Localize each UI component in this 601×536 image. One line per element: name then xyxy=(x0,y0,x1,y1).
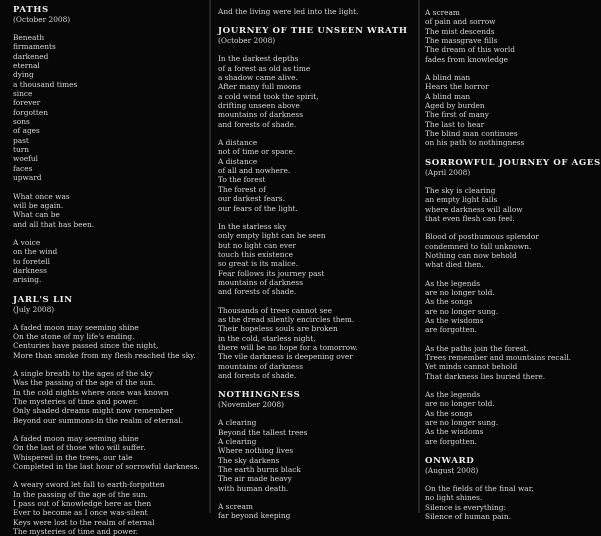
song-date: (October 2008) xyxy=(13,15,71,24)
lyric-line: that even flesh can feel. xyxy=(425,213,515,223)
lyric-line: Beyond our summons-in the realm of eternal. xyxy=(13,415,184,425)
lyric-line: of ages xyxy=(13,126,40,136)
lyric-line: in the cold, starless night, xyxy=(218,333,316,343)
lyric-line: woeful xyxy=(13,154,39,164)
song-date: (April 2008) xyxy=(425,167,471,177)
lyric-line: only empty light can be seen xyxy=(218,231,326,241)
lyric-line: Aged by burden xyxy=(425,101,485,111)
lyric-line: The first of many xyxy=(425,110,489,120)
lyric-line: Their hopeless souls are broken xyxy=(218,324,338,334)
lyric-line: are forgotten. xyxy=(425,325,477,335)
lyric-line: A blind man xyxy=(425,73,471,83)
lyric-line: since xyxy=(13,89,33,99)
lyric-line: turn xyxy=(13,145,30,155)
lyric-line: As the wisdoms xyxy=(425,315,484,325)
song-date: (October 2008) xyxy=(218,36,276,46)
stanza xyxy=(425,8,600,64)
lyric-line: The mysteries of time and power. xyxy=(13,527,138,536)
lyric-line: are forgotten. xyxy=(425,436,477,446)
lyric-line: to foretell xyxy=(13,256,50,266)
song-date: (November 2008) xyxy=(218,400,285,410)
lyric-line: The forest of xyxy=(218,184,266,194)
lyric-line: A faded moon may seeming shine xyxy=(13,322,139,332)
lyric-line: And the living were led into the light. xyxy=(218,7,359,16)
lyric-line: Blood of posthumous splendor xyxy=(425,232,539,242)
lyric-line: In the passing of the age of the sun. xyxy=(13,489,148,499)
song-block xyxy=(13,5,205,285)
lyric-line: As the songs xyxy=(425,408,473,418)
lyric-line: are no longer told. xyxy=(425,287,495,297)
lyric-line: darkness xyxy=(13,265,47,275)
lyric-line: and all that has been. xyxy=(13,219,95,229)
stanza xyxy=(425,390,600,446)
lyric-line: A scream xyxy=(425,8,460,17)
lyric-line: The massgrave fills xyxy=(425,36,498,46)
lyric-line: Where nothing lives xyxy=(218,446,294,456)
lyric-line: are no longer told. xyxy=(425,399,495,409)
lyric-line: Thousands of trees cannot see xyxy=(218,305,333,315)
song-block xyxy=(218,390,416,520)
lyric-line: A distance xyxy=(218,156,258,166)
song-title: NOTHINGNESS xyxy=(218,390,301,401)
lyric-line: condemned to fall unknown. xyxy=(425,241,532,251)
lyric-line: The mist descends xyxy=(425,26,495,36)
stanza xyxy=(218,502,416,521)
stanza xyxy=(425,344,600,381)
lyric-line: our darkest fears. xyxy=(218,194,285,204)
lyric-line: As the paths join the forest. xyxy=(425,343,529,353)
song-block xyxy=(218,26,416,380)
lyric-line: Yet minds cannot behold xyxy=(425,362,518,372)
lyric-line: Silence of human pain. xyxy=(425,512,511,522)
lyric-line: past xyxy=(13,135,29,145)
lyric-line: on the wind xyxy=(13,247,58,257)
lyric-line: a cold wind took the spirit, xyxy=(218,91,319,101)
lyric-line: On the stone of my life's ending. xyxy=(13,331,135,341)
lyric-line: sons xyxy=(13,117,30,127)
stanza xyxy=(13,323,205,360)
song-date: (July 2008) xyxy=(13,304,55,314)
lyric-line: upward xyxy=(13,173,42,183)
stanza xyxy=(218,222,416,297)
lyric-line: As the legends xyxy=(425,278,481,288)
stanza xyxy=(425,73,600,148)
song-title: JARL'S LIN xyxy=(13,294,73,305)
lyric-line: arising. xyxy=(13,275,42,285)
lyric-line: To the forest xyxy=(218,175,266,185)
lyric-line: eternal xyxy=(13,61,40,71)
lyric-line: far beyond keeping xyxy=(218,511,291,521)
lyric-line: so great is its malice. xyxy=(218,259,298,269)
lyric-line: Whispered in the trees, our tale xyxy=(13,452,133,462)
stanza xyxy=(13,434,205,471)
song-block xyxy=(425,158,600,446)
lyric-line: drifting unseen above xyxy=(218,101,300,111)
column-left xyxy=(13,5,205,536)
song-title: PATHS xyxy=(13,5,49,15)
lyric-line: what died then. xyxy=(425,260,484,270)
song-title: ONWARD xyxy=(425,456,475,467)
lyric-line: A voice xyxy=(13,237,41,247)
lyric-line: Beyond the tallest trees xyxy=(218,427,308,437)
lyric-line: faces xyxy=(13,163,33,173)
stanza xyxy=(425,484,600,521)
song-block xyxy=(425,8,600,148)
lyric-line: On the last of those who will suffer. xyxy=(13,443,146,453)
lyric-line: are no longer sung. xyxy=(425,306,499,316)
lyric-line: a shadow came alive. xyxy=(218,73,298,83)
lyric-line: Fear follows its journey past xyxy=(218,268,325,278)
lyric-line: Beneath xyxy=(13,33,45,42)
lyric-line: Trees remember and mountains recall. xyxy=(425,352,572,362)
lyric-line: A single breath to the ages of the sky xyxy=(13,368,153,378)
lyric-line: In the darkest depths xyxy=(218,54,299,64)
song-title: JOURNEY OF THE UNSEEN WRATH xyxy=(218,26,408,37)
song-title: SORROWFUL JOURNEY OF AGES xyxy=(425,157,601,168)
lyric-line: darkened xyxy=(13,51,49,61)
lyric-line: are no longer sung. xyxy=(425,418,499,428)
lyric-line: Nothing can now behold xyxy=(425,250,517,260)
lyric-line: The vile darkness is deepening over xyxy=(218,352,353,362)
lyric-line: will be again. xyxy=(13,200,64,210)
lyric-line: Hears the horror xyxy=(425,82,489,92)
lyric-line: mountains of darkness xyxy=(218,361,304,371)
lyric-line: A scream xyxy=(218,502,253,512)
lyric-line: on his path to nothingness xyxy=(425,138,525,148)
lyric-line: A clearing xyxy=(218,418,257,428)
lyric-line: The earth burns black xyxy=(218,465,301,475)
lyric-line: A clearing xyxy=(218,437,257,447)
fold-line-right xyxy=(418,0,420,513)
lyric-line: Ever to become as I once was-silent xyxy=(13,508,148,518)
stanza xyxy=(218,138,416,213)
lyric-line: forever xyxy=(13,98,41,108)
lyric-line: and forests of shade. xyxy=(218,371,297,380)
lyric-line: The sky is clearing xyxy=(425,185,496,195)
lyric-line: That darkness lies buried there. xyxy=(425,371,546,381)
song-block xyxy=(425,456,600,521)
lyric-line: As the legends xyxy=(425,390,481,399)
lyric-line: The sky darkens xyxy=(218,455,280,465)
lyric-line: no light shines. xyxy=(425,493,483,503)
stanza xyxy=(425,279,600,335)
song-block xyxy=(13,295,205,536)
lyric-line: I pass out of knowledge here as then xyxy=(13,499,152,509)
stanza xyxy=(425,232,600,269)
lyric-line: After many full moons xyxy=(218,82,301,92)
lyric-line: Was the passing of the age of the sun. xyxy=(13,378,156,388)
lyric-line: of pain and sorrow xyxy=(425,17,496,27)
lyric-line: Keys were lost to the realm of eternal xyxy=(13,517,155,527)
lyric-line: Centuries have passed since the night, xyxy=(13,341,159,351)
lyric-line: A faded moon may seeming shine xyxy=(13,434,139,444)
lyric-line: fades from knowledge xyxy=(425,54,509,64)
lyric-line: As the wisdoms xyxy=(425,427,484,437)
lyric-line: mountains of darkness xyxy=(218,277,304,287)
lyric-line: firmaments xyxy=(13,42,56,52)
lyric-line: not of time or space. xyxy=(218,147,296,157)
stanza xyxy=(13,369,205,425)
lyric-line: a thousand times xyxy=(13,79,78,89)
stanza xyxy=(425,186,600,223)
column-right xyxy=(425,8,600,521)
lyric-line: dying xyxy=(13,70,34,80)
stanza xyxy=(218,7,416,16)
lyric-line: A distance xyxy=(218,138,258,148)
lyric-line: of all and nowhere. xyxy=(218,166,291,176)
lyric-line: as the dread silently encircles them. xyxy=(218,314,355,324)
lyric-line: More than smoke from my flesh reached the sky. xyxy=(13,350,196,360)
lyric-line: touch this existence xyxy=(218,249,293,259)
lyric-line: The dream of this world xyxy=(425,45,515,55)
lyric-line: What can be xyxy=(13,210,60,220)
lyric-line: of a forest as old as time xyxy=(218,63,311,73)
song-block xyxy=(218,7,416,16)
lyric-line: The mysteries of time and power. xyxy=(13,397,138,406)
stanza xyxy=(13,480,205,536)
lyric-line: In the cold nights where once was known xyxy=(13,387,169,397)
lyric-line: In the starless sky xyxy=(218,221,287,231)
lyric-line: with human death. xyxy=(218,483,289,493)
stanza xyxy=(218,306,416,381)
stanza xyxy=(13,33,205,183)
lyric-line: Silence is everything: xyxy=(425,502,506,512)
lyric-line: The last to hear xyxy=(425,119,485,129)
stanza xyxy=(218,418,416,493)
lyric-line: and forests of shade. xyxy=(218,287,297,297)
lyric-line: where darkness will allow xyxy=(425,204,523,214)
lyric-line: What once was xyxy=(13,191,70,201)
lyric-line: Only shaded dreams might now remember xyxy=(13,406,174,416)
lyric-line: On the fields of the final war, xyxy=(425,484,534,494)
lyric-line: The air made heavy xyxy=(218,474,292,484)
lyric-line: mountains of darkness xyxy=(218,110,304,120)
stanza xyxy=(13,192,205,229)
lyric-line: A blind man xyxy=(425,91,471,101)
fold-line-left xyxy=(209,0,211,513)
lyric-line: Completed in the last hour of sorrowful darkness. xyxy=(13,462,200,472)
lyric-line: an empty light falls xyxy=(425,195,498,205)
lyric-line: and forests of shade. xyxy=(218,119,297,129)
column-middle xyxy=(218,7,416,520)
lyric-line: A weary sword let fall to earth-forgotten xyxy=(13,480,165,490)
stanza xyxy=(218,54,416,129)
lyric-line: As the songs xyxy=(425,297,473,307)
song-date: (August 2008) xyxy=(425,466,479,476)
lyric-line: forgotten xyxy=(13,107,48,117)
lyric-line: our fears of the light. xyxy=(218,203,298,213)
lyric-line: there will be no hope for a tomorrow. xyxy=(218,342,358,352)
stanza xyxy=(13,238,205,285)
lyric-line: but no light can ever xyxy=(218,240,297,250)
lyric-line: The blind man continues xyxy=(425,129,518,139)
